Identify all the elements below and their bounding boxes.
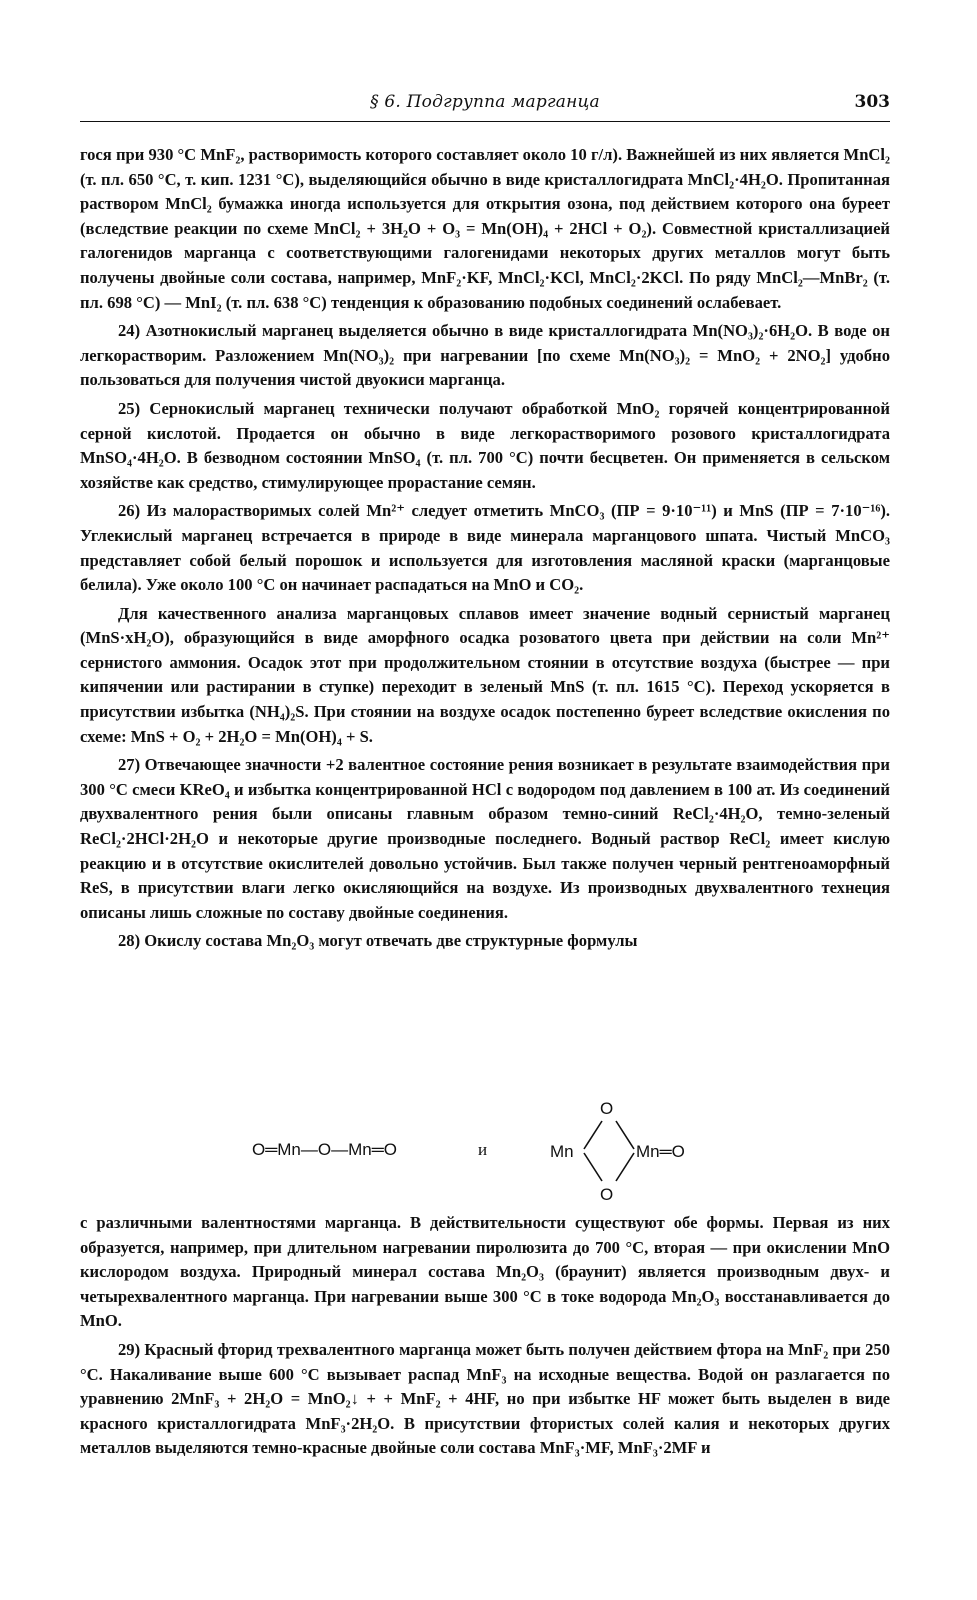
cyclic-left-mn: Mn <box>550 1142 574 1161</box>
paragraph-28-continued: с различными валентностями марганца. В действительности существуют обе формы. Первая из них образуется, например, при длительном нагревании пиролюзита до 700 °С, вторая — при окислении MnO кислородом воздуха. Природный минерал состава Mn₂O₃ (браунит) является производным двух- и четырехвалентного марганца. При нагревании выше 300 °С в токе водорода Mn₂O₃ восстанавливается до MnO. <box>80 1213 890 1331</box>
cyclic-top-o: O <box>600 1099 614 1118</box>
paragraph-26: 26) Из малорастворимых солей Mn²⁺ следует отметить MnCO₃ (ПР = 9·10⁻¹¹) и MnS (ПР = 7·10⁻¹⁶). Углекислый марганец встречается в природе в виде минерала марганцового шпата. Чистый MnCO₃ представляет собой белый порошок и используется для изготовления масляной краски (марганцовые белила). Уже около 100 °С он начинает распадаться на MnO и CO₂. <box>80 501 890 595</box>
running-head <box>80 88 890 122</box>
bond-left-top <box>584 1121 602 1149</box>
paragraph-28: 28) Окислу состава Mn₂O₃ могут отвечать две структурные формулы <box>118 931 638 951</box>
cyclic-right-mn: Mn═O <box>636 1142 685 1161</box>
paragraph-24: 24) Азотнокислый марганец выделяется обычно в виде кристаллогидрата Mn(NO₃)₂·6H₂O. В воде он легкорастворим. Разложением Mn(NO₃)₂ при нагревании [по схеме Mn(NO₃)₂ = MnO₂ + 2NO₂] удобно пользоваться для получения чистой двуокиси марганца. <box>80 321 890 390</box>
linear-formula: O═Mn—O—Mn═O <box>252 1140 397 1159</box>
header-rule <box>80 121 890 122</box>
paragraph-29: 29) Красный фторид трехвалентного марганца может быть получен действием фтора на MnF₂ при 250 °С. Накаливание выше 600 °С вызывает распад MnF₃ на исходные вещества. Водой он разлагается по уравнению 2MnF₃ + 2H₂O = MnO₂↓ + + MnF₂ + 4HF, но при избытке HF может быть выделен в виде красного кристаллогидрата MnF₃·2H₂O. В присутствии фтористых солей калия и некоторых других металлов выделяются темно-красные двойные соли состава MnF₃·MF, MnF₃·2MF и <box>80 1339 890 1458</box>
paragraph-mns: Для качественного анализа марганцовых сплавов имеет значение водный сернистый марганец (MnS·xH₂O), образующийся в виде аморфного осадка розоватого цвета при действии на соли Mn²⁺ сернистого аммония. Осадок этот при продолжительном стоянии в отсутствие воздуха (быстрее — при кипячении или растирании в ступке) переходит в зеленый MnS (т. пл. 1615 °С). Переход ускоряется в присутствии избытка (NH₄)₂S. При стоянии на воздухе осадок постепенно буреет вследствие окисления по схеме: MnS + O₂ + 2H₂O = Mn(OH)₄ + S. <box>80 603 890 746</box>
cyclic-bottom-o: O <box>600 1185 614 1204</box>
body-text <box>80 143 890 958</box>
paragraph-27: 27) Отвечающее значности +2 валентное состояние рения возникает в результате взаимодействия при 300 °С смеси KReO₄ и избытка концентрированной HCl с водородом под давлением в 100 ат. Из соединений двухвалентного рения были описаны главным образом темно-синий ReCl₂·4H₂O, темно-зеленый ReCl₂·2HCl·2H₂O и некоторые другие производные последнего. Водный раствор ReCl₂ имеет кислую реакцию и в отсутствие окислителей довольно устойчив. Был также получен черный рентгеноаморфный ReS, в присутствии влаги легко окисляющийся на воздухе. Из производных двухвалентного технеция описаны лишь сложные по составу двойные соединения. <box>80 755 890 922</box>
bond-top-right <box>616 1121 634 1149</box>
section-title: § 6. Подгруппа марганца <box>370 92 600 112</box>
paragraph-25: 25) Сернокислый марганец технически получают обработкой MnO₂ горячей концентрированной серной кислотой. Продается он обычно в виде легкорастворимого розового кристаллогидрата MnSO₄·4H₂O. В безводном состоянии MnSO₄ (т. пл. 700 °С) почти бесцветен. Он применяется в сельском хозяйстве как средство, стимулирующее прорастание семян. <box>80 398 890 492</box>
bond-left-bottom <box>584 1153 602 1181</box>
structural-formulas <box>80 1097 890 1205</box>
conjunction: и <box>478 1140 488 1159</box>
body-text-continued <box>80 1211 890 1465</box>
page-number: 303 <box>854 92 890 112</box>
paragraph-continuation: гося при 930 °С MnF₂, растворимость которого составляет около 10 г/л). Важнейшей из них является MnCl₂ (т. пл. 650 °С, т. кип. 1231 °С), выделяющийся обычно в виде кристаллогидрата MnCl₂·4H₂O. Пропитанная раствором MnCl₂ бумажка иногда используется для открытия озона, под действием которого она буреет (вследствие реакции по схеме MnCl₂ + 3H₂O + O₃ = Mn(OH)₄ + 2HCl + O₂). Совместной кристаллизацией галогенидов марганца с соответствующими галогенидами некоторых других металлов могут быть получены двойные соли состава, например, MnF₂·KF, MnCl₂·KCl, MnCl₂·2KCl. По ряду MnCl₂—MnBr₂ (т. пл. 698 °С) — MnI₂ (т. пл. 638 °С) тенденция к образованию подобных соединений ослабевает. <box>80 145 890 312</box>
cyclic-formula <box>540 1097 740 1205</box>
bond-bottom-right <box>616 1153 634 1181</box>
